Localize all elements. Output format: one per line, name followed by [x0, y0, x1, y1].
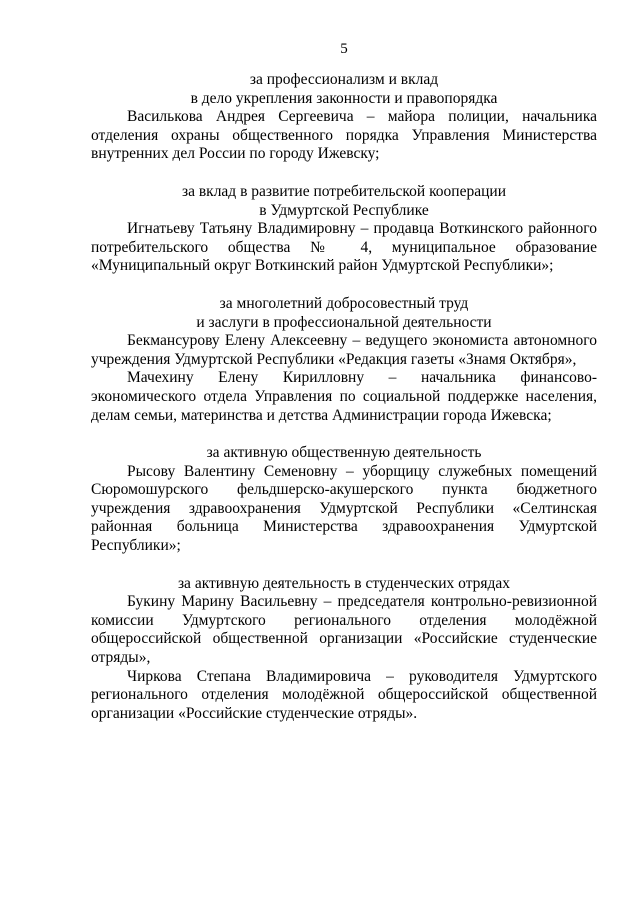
awardee-paragraph: Рысову Валентину Семеновну – уборщицу служебных помещений Сюромошурского фельдшерско-акушерского пункта бюджетного учреждения здравоохранения Удмуртской Республики «Селтинская районная больница Министерства здравоохранения Удмуртской Республики»;: [91, 462, 597, 555]
award-section-cooperation: [91, 183, 597, 276]
awardee-paragraph: Букину Марину Васильевну – председателя контрольно-ревизионной комиссии Удмуртского регионального отделения молодёжной общероссийской общественной организации «Российские студенческие отряды»,: [91, 593, 597, 667]
award-section-public-activity: [91, 444, 597, 556]
section-heading-line: за профессионализм и вклад: [249, 71, 439, 88]
awardee-paragraph: Чиркова Степана Владимировича – руководителя Удмуртского регионального отделения молодёжной общероссийской общественной организации «Российские студенческие отряды».: [91, 667, 597, 722]
awardee-paragraph: Василькова Андрея Сергеевича – майора полиции, начальника отделения охраны общественного порядка Управления Министерства внутренних дел России по городу Ижевску;: [91, 108, 597, 163]
awardee-paragraph: Игнатьеву Татьяну Владимировну – продавца Воткинского районного потребительского общества № 4, муниципальное образование «Муниципальный округ Воткинский район Удмуртской Республики»;: [91, 220, 597, 275]
document-body: [91, 71, 597, 742]
awardee-paragraph: Бекмансурову Елену Алексеевну – ведущего экономиста автономного учреждения Удмуртской Республики «Редакция газеты «Знамя Октября»,: [91, 332, 597, 368]
awardee-paragraph: Мачехину Елену Кирилловну – начальника финансово-экономического отдела Управления по социальной поддержке населения, делам семьи, материнства и детства Администрации города Ижевска;: [91, 369, 597, 424]
section-heading-line: за вклад в развитие потребительской кооперации: [181, 182, 507, 200]
award-section-long-service: [91, 295, 597, 425]
award-section-student-teams: [91, 575, 597, 724]
section-heading-line: в дело укрепления законности и правопорядка: [190, 89, 498, 107]
page-number: 5: [340, 41, 348, 57]
section-heading-line: за активную общественную деятельность: [206, 444, 482, 462]
section-heading-line: в Удмуртской Республике: [259, 201, 429, 219]
section-heading-line: за активную деятельность в студенческих отрядах: [177, 574, 511, 592]
section-heading-line: и заслуги в профессиональной деятельности: [196, 313, 492, 331]
award-section-professionalism: [91, 71, 597, 164]
section-heading-line: за многолетний добросовестный труд: [219, 294, 469, 312]
